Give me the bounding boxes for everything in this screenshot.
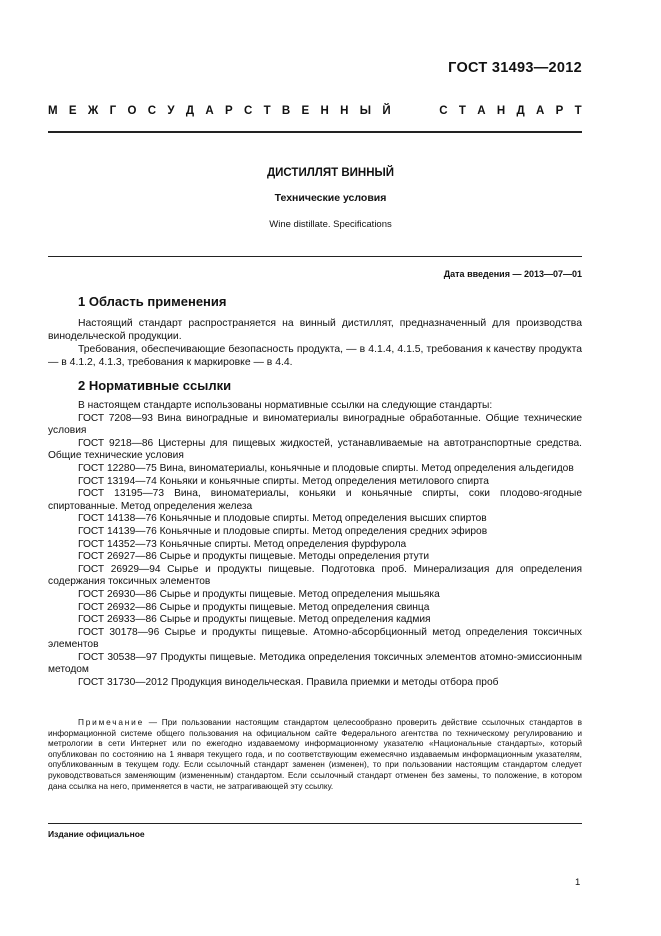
banner-letter: Е xyxy=(68,105,77,117)
header-divider xyxy=(48,131,582,133)
section-2-heading: 2 Нормативные ссылки xyxy=(78,378,232,393)
reference-item: ГОСТ 9218—86 Цистерны для пищевых жидкостей, устанавливаемые на автотранспортные средства. Общие технические условия xyxy=(48,437,582,462)
banner-letter: М xyxy=(48,105,58,117)
reference-item: ГОСТ 26927—86 Сырье и продукты пищевые. Методы определения ртути xyxy=(78,551,430,563)
banner-letter: Т xyxy=(458,105,466,117)
banner-letter: Й xyxy=(382,105,391,117)
banner-letter: А xyxy=(535,105,545,117)
paragraph: Настоящий стандарт распространяется на винный дистиллят, предназначенный для производства винодельческой продукции. xyxy=(48,318,582,342)
document-number: ГОСТ 31493—2012 xyxy=(448,60,582,76)
reference-item: ГОСТ 31730—2012 Продукция винодельческая. Правила приемки и методы отбора проб xyxy=(78,677,499,689)
banner-letter: О xyxy=(127,105,137,117)
introduction-date: Дата введения — 2013—07—01 xyxy=(443,269,582,279)
banner-letter: С xyxy=(439,105,448,117)
normative-references-list xyxy=(48,400,582,690)
reference-item: ГОСТ 26930—86 Сырье и продукты пищевые. Метод определения мышьяка xyxy=(78,588,440,600)
reference-item: ГОСТ 30178—96 Сырье и продукты пищевые. Атомно-абсорбционный метод определения токсичных элементов xyxy=(48,626,582,651)
banner-letter: А xyxy=(477,105,486,117)
footer-divider xyxy=(48,823,582,824)
title-divider xyxy=(48,256,582,257)
section-1-body xyxy=(48,318,582,370)
banner-letter: Д xyxy=(185,105,195,117)
banner-letter: Н xyxy=(496,105,506,117)
banner-letter: Д xyxy=(516,105,525,117)
banner-letter: Е xyxy=(301,105,310,117)
banner-letter: Ы xyxy=(359,105,372,117)
banner-letter: С xyxy=(147,105,157,117)
reference-item: ГОСТ 14352—73 Коньячные спирты. Метод определения фурфурола xyxy=(78,538,407,550)
note-paragraph xyxy=(48,717,582,791)
english-title: Wine distillate. Specifications xyxy=(269,219,392,230)
reference-item: ГОСТ 13195—73 Вина, виноматериалы, коньяки и коньячные спирты, соки плодово-ягодные спиртованные. Метод определения железа xyxy=(48,488,582,512)
section-1-heading: 1 Область применения xyxy=(78,294,227,309)
standard-title: ДИСТИЛЛЯТ ВИННЫЙ xyxy=(266,167,395,179)
banner-letter: В xyxy=(281,105,291,117)
banner-letter: Ж xyxy=(87,105,99,117)
banner-letter: Т xyxy=(263,105,271,117)
interstate-standard-banner xyxy=(48,105,582,117)
official-edition-label: Издание официальное xyxy=(48,829,145,839)
reference-item: ГОСТ 14138—76 Коньячные и плодовые спирты. Метод определения высших спиртов xyxy=(78,513,487,525)
note-block xyxy=(48,717,582,791)
banner-letter: А xyxy=(205,105,214,117)
banner-word-gap xyxy=(402,105,428,117)
banner-letter: С xyxy=(243,105,253,117)
banner-letter: Н xyxy=(340,105,349,117)
banner-letter: Т xyxy=(574,105,582,117)
reference-item: ГОСТ 26929—94 Сырье и продукты пищевые. Подготовка проб. Минерализация для определения содержания токсичных элементов xyxy=(48,563,582,588)
references-intro: В настоящем стандарте использованы нормативные ссылки на следующие стандарты: xyxy=(78,400,493,411)
reference-item: ГОСТ 30538—97 Продукты пищевые. Методика определения токсичных элементов атомно-эмиссионным методом xyxy=(48,651,582,676)
banner-letter: Н xyxy=(320,105,329,117)
banner-letter: У xyxy=(167,105,175,117)
reference-item: ГОСТ 26933—86 Сырье и продукты пищевые. Метод определения кадмия xyxy=(78,614,431,626)
banner-letter: Р xyxy=(555,105,564,117)
paragraph: Требования, обеспечивающие безопасность продукта, — в 4.1.4, 4.1.5, требования к качеству продукта — в 4.1.2, 4.1.3, требования к маркировке — в 4.4. xyxy=(48,343,582,368)
reference-item: ГОСТ 13194—74 Коньяки и коньячные спирты. Метод определения метилового спирта xyxy=(78,475,489,487)
page-number: 1 xyxy=(575,877,581,888)
banner-letter: Р xyxy=(224,105,233,117)
reference-item: ГОСТ 14139—76 Коньячные и плодовые спирты. Метод определения средних эфиров xyxy=(78,525,488,537)
reference-item: ГОСТ 12280—75 Вина, виноматериалы, коньячные и плодовые спирты. Метод определения альдегидов xyxy=(78,462,574,474)
note-text: — При пользовании настоящим стандартом целесообразно проверить действие ссылочных стандартов в информационной системе общего пользования на официальном сайте Федерального агентства по техническому регулированию и метрологии в сети Интернет или по ежегодно издаваемому информационному указателю «Национальные стандарты», который опубликован по состоянию на 1 января текущего года, и по соответствующим ежемесячно издаваемым информационным указателям, опубликованным в текущем году. Если ссылочный стандарт заменен (изменен), то при пользовании настоящим стандартом следует руководствоваться заменяющим (измененным) стандартом. Если ссылочный стандарт отменен без замены, то положение, в котором дана ссылка на него, применяется в части, не затрагивающей эту ссылку. xyxy=(48,717,582,791)
banner-letter: Г xyxy=(109,105,117,117)
reference-item: ГОСТ 26932—86 Сырье и продукты пищевые. Метод определения свинца xyxy=(78,601,430,613)
note-label: Примечание xyxy=(78,717,145,727)
standard-subtitle: Технические условия xyxy=(274,192,387,204)
reference-item: ГОСТ 7208—93 Вина виноградные и виноматериалы виноградные обработанные. Общие технические условия xyxy=(48,412,582,437)
